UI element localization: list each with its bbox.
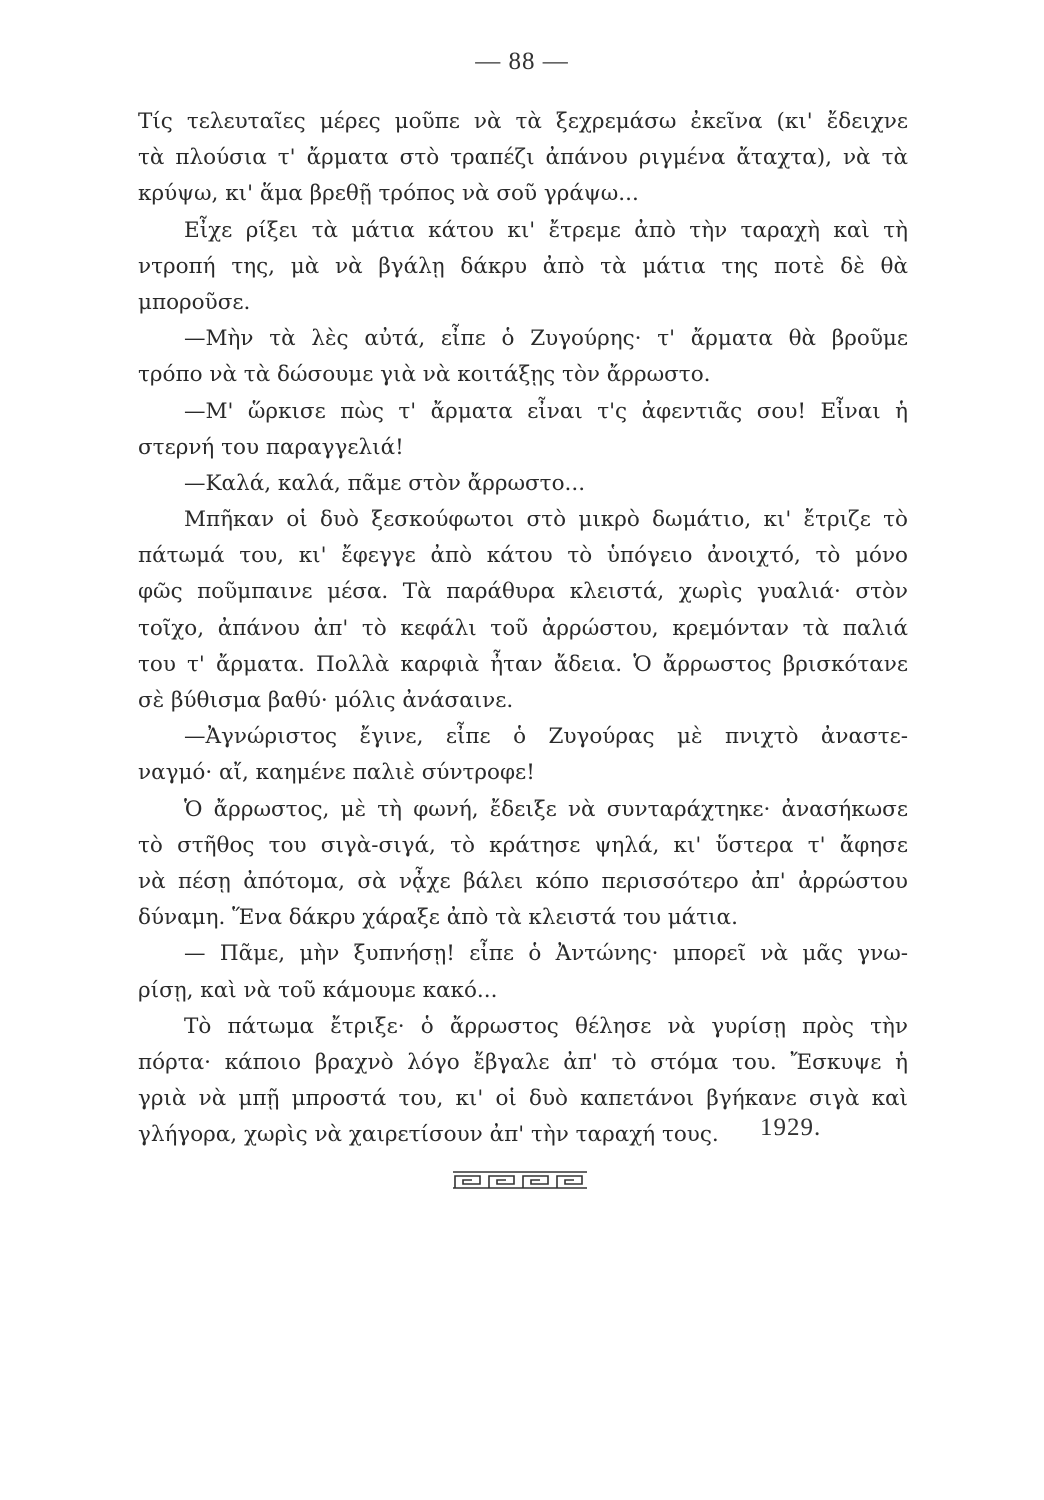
text-line: Τὸ πάτωμα ἔτριξε· ὁ ἄρρωστος θέλησε νὰ γυρίσῃ πρὸς τὴν [184,1013,908,1039]
page-number: — 88 — [475,48,569,75]
text-line: φῶς ποῦμπαινε μέσα. Τὰ παράθυρα κλειστά, χωρὶς γυαλιά· στὸν [138,579,908,605]
body-text [138,104,908,1153]
text-line: Μπῆκαν οἱ δυὸ ξεσκούφωτοι στὸ μικρὸ δωμάτιο, κι' ἔτριζε τὸ [184,507,908,533]
text-line: πόρτα· κάποιο βραχνὸ λόγο ἔβγαλε ἀπ' τὸ στόμα του. Ἔσκυψε ἡ [138,1049,908,1075]
text-line: νὰ πέσῃ ἀπότομα, σὰ νᾆχε βάλει κόπο περισσότερο ἀπ' ἀρρώστου [138,868,908,894]
text-line: —Ἀγνώριστος ἔγινε, εἶπε ὁ Ζυγούρας μὲ πνιχτὸ ἀναστε- [184,724,908,750]
greek-key-ornament-icon [452,1170,588,1190]
text-line: ναγμό· αἴ, καημένε παλιὲ σύντροφε! [138,760,535,786]
text-line: —Καλά, καλά, πᾶμε στὸν ἄρρωστο... [184,470,586,496]
text-line: τοῖχο, ἀπάνου ἀπ' τὸ κεφάλι τοῦ ἀρρώστου, κρεμόνταν τὰ παλιά [138,615,908,641]
text-line: στερνή του παραγγελιά! [138,434,404,460]
text-line: μποροῦσε. [138,289,251,315]
text-line: κρύψω, κι' ἅμα βρεθῇ τρόπος νὰ σοῦ γράψω... [138,181,639,207]
text-line: ρίσῃ, καὶ νὰ τοῦ κάμουμε κακό... [138,977,498,1003]
text-line: πάτωμά του, κι' ἔφεγγε ἀπὸ κάτου τὸ ὑπόγειο ἀνοιχτό, τὸ μόνο [138,543,908,569]
text-line: γλήγορα, χωρὶς νὰ χαιρετίσουν ἀπ' τὴν ταραχή τους. [138,1122,719,1148]
text-line: —Μ' ὥρκισε πὼς τ' ἄρματα εἶναι τ'ς ἀφεντιᾶς σου! Εἶναι ἡ [184,398,908,424]
text-line: δύναμη. Ἕνα δάκρυ χάραξε ἀπὸ τὰ κλειστά του μάτια. [138,905,738,931]
text-line: τὸ στῆθος του σιγὰ-σιγά, τὸ κράτησε ψηλά, κι' ὕστερα τ' ἄφησε [138,832,908,858]
text-line: γριὰ νὰ μπῇ μπροστά του, κι' οἱ δυὸ καπετάνοι βγήκανε σιγὰ καὶ [138,1086,908,1112]
text-line: σὲ βύθισμα βαθύ· μόλις ἀνάσαινε. [138,688,514,713]
text-line: Εἶχε ρίξει τὰ μάτια κάτου κι' ἔτρεμε ἀπὸ τὴν ταραχὴ καὶ τὴ [184,217,908,243]
story-date: 1929. [760,1114,822,1141]
text-line: τρόπο νὰ τὰ δώσουμε γιὰ νὰ κοιτάξῃς τὸν ἄρρωστο. [138,362,711,388]
text-line: Ὁ ἄρρωστος, μὲ τὴ φωνή, ἔδειξε νὰ συνταράχτηκε· ἀνασήκωσε [184,796,908,822]
text-line: — Πᾶμε, μὴν ξυπνήσῃ! εἶπε ὁ Ἀντώνης· μπορεῖ νὰ μᾶς γνω- [184,941,908,967]
text-line: τὰ πλούσια τ' ἄρματα στὸ τραπέζι ἀπάνου ριγμένα ἄταχτα), νὰ τὰ [138,145,908,171]
text-line: του τ' ἄρματα. Πολλὰ καρφιὰ ἦταν ἄδεια. Ὁ ἄρρωστος βρισκότανε [138,651,908,677]
text-line: Τίς τελευταῖες μέρες μοῦπε νὰ τὰ ξεχρεμάσω ἐκεῖνα (κι' ἔδειχνε [138,109,908,134]
text-line: —Μὴν τὰ λὲς αὐτά, εἶπε ὁ Ζυγούρης· τ' ἄρματα θὰ βροῦμε [184,326,908,352]
text-line: ντροπή της, μὰ νὰ βγάλῃ δάκρυ ἀπὸ τὰ μάτια της ποτὲ δὲ θὰ [138,253,908,279]
